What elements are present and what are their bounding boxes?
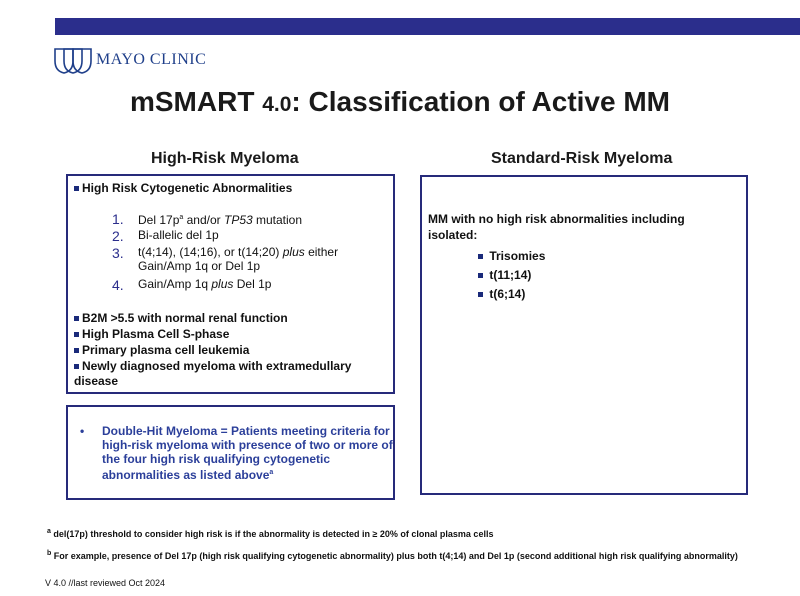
list-item: t(11;14) bbox=[478, 267, 531, 283]
list-item: t(6;14) bbox=[478, 286, 525, 302]
list-item: Trisomies bbox=[478, 248, 545, 264]
standard-risk-heading: Standard-Risk Myeloma bbox=[491, 150, 673, 167]
cyto-heading: High Risk Cytogenetic Abnormalities bbox=[74, 181, 292, 195]
list-item: Newly diagnosed myeloma with extramedullary disease bbox=[74, 359, 352, 388]
list-item: Primary plasma cell leukemia bbox=[74, 343, 249, 357]
page-title: mSMART 4.0: Classification of Active MM bbox=[129, 86, 670, 117]
mayo-clinic-logo bbox=[52, 45, 206, 75]
top-color-bar bbox=[55, 18, 800, 35]
brand-name: MAYO CLINIC bbox=[96, 51, 207, 68]
standard-intro: MM with no high risk abnormalities including isolated: bbox=[428, 212, 685, 242]
list-item: B2M >5.5 with normal renal function bbox=[74, 311, 288, 325]
mayo-shield-icon bbox=[52, 45, 92, 75]
version-text: V 4.0 //last reviewed Oct 2024 bbox=[45, 578, 166, 588]
footnote-b: $^b$ For example, presence of Del 17p (high risk qualifying cytogenetic abnormality) plus both t(4;14) and Del 1p (second additional high risk qualifying abnormality) bbox=[47, 550, 738, 561]
list-item: High Plasma Cell S-phase bbox=[74, 327, 229, 341]
footnote-a: $^a$ del(17p) threshold to consider high risk is if the abnormality is detected in ≥ 20% of clonal plasma cells bbox=[47, 528, 494, 539]
high-risk-heading: High-Risk Myeloma bbox=[151, 150, 299, 167]
